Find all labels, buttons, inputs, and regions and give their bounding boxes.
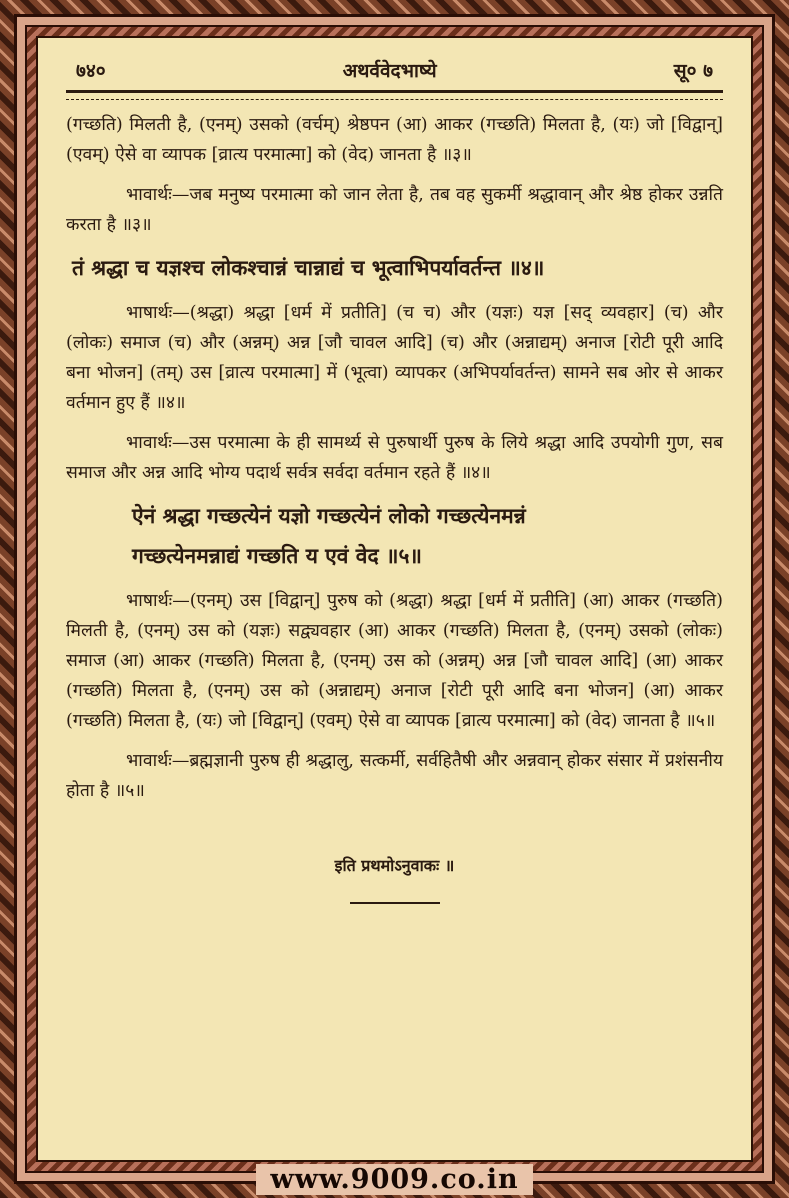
paragraph-2: भावार्थः—जब मनुष्य परमात्मा को जान लेता है, तब वह सुकर्मी श्रद्धावान् और श्रेष्ठ होकर उन्नति करता है ॥३॥ [66,185,723,235]
watermark [0,1164,789,1196]
mantra-5-line-2: गच्छत्येनमन्नाद्यं गच्छति य एवं वेद ॥५॥ [132,543,423,568]
paragraph-6: भावार्थः—ब्रह्मज्ञानी पुरुष ही श्रद्धालु, सत्कर्मी, सर्वहितैषी और अन्नवान् होकर संसार में प्रशंसनीय होता है ॥५॥ [66,751,723,801]
page-header [66,56,723,84]
book-page [36,36,753,1162]
mantra-4: तं श्रद्धा च यज्ञश्च लोकश्चान्नं चान्नाद्यं च भूत्वाभिपर्यावर्तन्त ॥४॥ [72,255,545,280]
colophon: इति प्रथमोऽनुवाकः ॥ [334,856,455,875]
page-number: ७४० [76,60,106,82]
paragraph-4: भावार्थः—उस परमात्मा के ही सामर्थ्य से पुरुषार्थी पुरुष के लिये श्रद्धा आदि उपयोगी गुण, सब समाज और अन्न आदि भोग्य पदार्थ सर्वत्र सर्वदा वर्तमान रहते हैं ॥४॥ [66,433,723,483]
mantra-5-line-1: ऐनं श्रद्धा गच्छत्येनं यज्ञो गच्छत्येनं लोको गच्छत्येनमन्नं [132,503,526,528]
paragraph-3: भाषार्थः—(श्रद्धा) श्रद्धा [धर्म में प्रतीति] (च च) और (यज्ञः) यज्ञ [सद् व्यवहार] (च) और (लोकः) समाज (च) और (अन्नम्) अन्न [जौ चावल आदि] (च) और (अन्नाद्यम्) अनाज [रोटी पूरी आदि बना भोजन] (तम्) उस [व्रात्य परमात्मा] में (भूत्वा) व्यापकर (अभिपर्यावर्तन्त) सामने सब ओर से आकर वर्तमान हुए हैं ॥४॥ [66,303,723,413]
end-rule [350,902,440,904]
watermark-text: www.9009.co.in [256,1164,532,1195]
paragraph-5: भाषार्थः—(एनम्) उस [विद्वान्] पुरुष को (श्रद्धा) श्रद्धा [धर्म में प्रतीति] (आ) आकर (गच्छति) मिलती है, (एनम्) उस को (यज्ञः) सद्व्यवहार (आ) आकर (गच्छति) मिलता है, (एनम्) उसको (लोकः) समाज (आ) आकर (गच्छति) मिलता है, (एनम्) उस को (अन्नम्) अन्न [जौ चावल आदि] (आ) आकर (गच्छति) मिलता है, (एनम्) उस को (अन्नाद्यम्) अनाज [रोटी पूरी आदि बना भोजन] (आ) आकर (गच्छति) मिलता है, (यः) जो [विद्वान्] (एवम्) ऐसे वा व्यापक [व्रात्य परमात्मा] को (वेद) जानता है ॥५॥ [66,591,724,731]
sukta-label: सू० ७ [673,60,713,82]
page-title: अथर्ववेदभाष्ये [342,60,437,82]
paragraph-1: (गच्छति) मिलती है, (एनम्) उसको (वर्चम्) श्रेष्ठपन (आ) आकर (गच्छति) मिलता है, (यः) जो [विद्वान्] (एवम्) ऐसे वा व्यापक [व्रात्य परमात्मा] को (वेद) जानता है ॥३॥ [66,115,723,165]
header-rule [66,90,723,100]
